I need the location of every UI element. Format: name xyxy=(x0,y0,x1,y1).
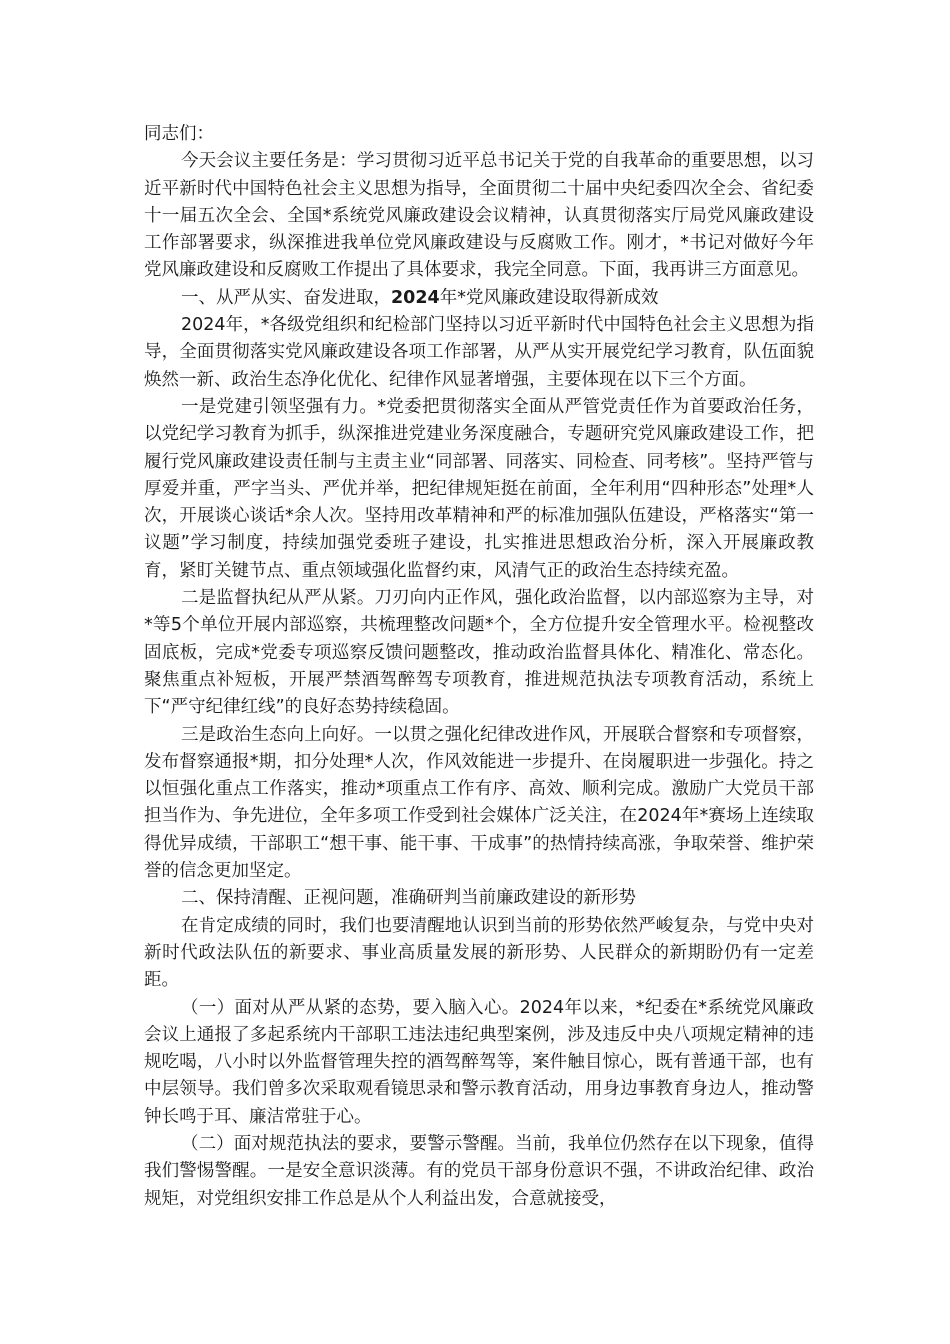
section-heading-1-pre: 一、从严从实、奋发进取， xyxy=(181,287,391,308)
paragraph-political-ecology: 三是政治生态向上向好。一以贯之强化纪律改进作风，开展联合督察和专项督察，发布督察通报*期，扣分处理*人次，作风效能进一步提升、在岗履职进一步强化。持之以恒强化重点工作落实，推动*项重点工作有序、高效、顺利完成。激励广大党员干部担当作为、争先进位，全年多项工作受到社会媒体广泛关注，在2024年*赛场上连续取得优异成绩，干部职工“想干事、能干事、干成事”的热情持续高涨，争取荣誉、维护荣誉的信念更加坚定。 xyxy=(144,724,814,882)
paragraph-situation: 在肯定成绩的同时，我们也要清醒地认识到当前的形势依然严峻复杂，与党中央对新时代政法队伍的新要求、事业高质量发展的新形势、人民群众的新期盼仍有一定差距。 xyxy=(144,915,814,991)
document-body xyxy=(144,121,814,1213)
paragraph-party-building: 一是党建引领坚强有力。*党委把贯彻落实全面从严管党责任作为首要政治任务，以党纪学习教育为抓手，纵深推进党建业务深度融合，专题研究党风廉政建设工作，把履行党风廉政建设责任制与主责主业“同部署、同落实、同检查、同考核”。坚持严管与厚爱并重，严字当头、严优并举，把纪律规矩挺在前面，全年利用“四种形态”处理*人次，开展谈心谈话*余人次。坚持用改革精神和严的标准加强队伍建设，严格落实“第一议题”学习制度，持续加强党委班子建设，扎实推进思想政治分析，深入开展廉政教育，紧盯关键节点、重点领域强化监督约束，风清气正的政治生态持续充盈。 xyxy=(144,396,814,581)
paragraph-opening: 今天会议主要任务是：学习贯彻习近平总书记关于党的自我革命的重要思想，以习近平新时代中国特色社会主义思想为指导，全面贯彻二十届中央纪委四次全会、省纪委十一届五次全会、全国*系统党风廉政建设会议精神，认真贯彻落实厅局党风廉政建设工作部署要求，纵深推进我单位党风廉政建设与反腐败工作。刚才，*书记对做好今年党风廉政建设和反腐败工作提出了具体要求，我完全同意。下面，我再讲三方面意见。 xyxy=(144,151,814,281)
section-heading-1 xyxy=(144,285,814,312)
section-heading-1-year: 2024 xyxy=(391,287,440,308)
section-heading-1-post: 年*党风廉政建设取得新成效 xyxy=(439,287,659,308)
salutation: 同志们： xyxy=(144,124,214,144)
paragraph-supervision: 二是监督执纪从严从紧。刀刃向内正作风，强化政治监督，以内部巡察为主导，对*等5个单位开展内部巡察，共梳理整改问题*个，全方位提升安全管理水平。检视整改固底板，完成*党委专项巡察反馈问题整改，推动政治监督具体化、精准化、常态化。聚焦重点补短板，开展严禁酒驾醉驾专项教育，推进规范执法专项教育活动，系统上下“严守纪律红线”的良好态势持续稳固。 xyxy=(144,588,814,718)
paragraph-law-enforcement: （二）面对规范执法的要求，要警示警醒。当前，我单位仍然存在以下现象，值得我们警惕警醒。一是安全意识淡薄。有的党员干部身份意识不强，不讲政治纪律、政治规矩，对党组织安排工作总是从个人利益出发，合意就接受， xyxy=(144,1133,814,1209)
paragraph-strict-discipline: （一）面对从严从紧的态势，要入脑入心。2024年以来，*纪委在*系统党风廉政会议上通报了多起系统内干部职工违法违纪典型案例，涉及违反中央八项规定精神的违规吃喝，八小时以外监督管理失控的酒驾醉驾等，案件触目惊心，既有普通干部，也有中层领导。我们曾多次采取观看镜思录和警示教育活动，用身边事教育身边人，推动警钟长鸣于耳、廉洁常驻于心。 xyxy=(144,997,814,1127)
paragraph-2024-overview: 2024年，*各级党组织和纪检部门坚持以习近平新时代中国特色社会主义思想为指导，全面贯彻落实党风廉政建设各项工作部署，从严从实开展党纪学习教育，队伍面貌焕然一新、政治生态净化优化、纪律作风显著增强，主要体现在以下三个方面。 xyxy=(144,315,814,390)
section-heading-2: 二、保持清醒、正视问题，准确研判当前廉政建设的新形势 xyxy=(181,888,636,909)
